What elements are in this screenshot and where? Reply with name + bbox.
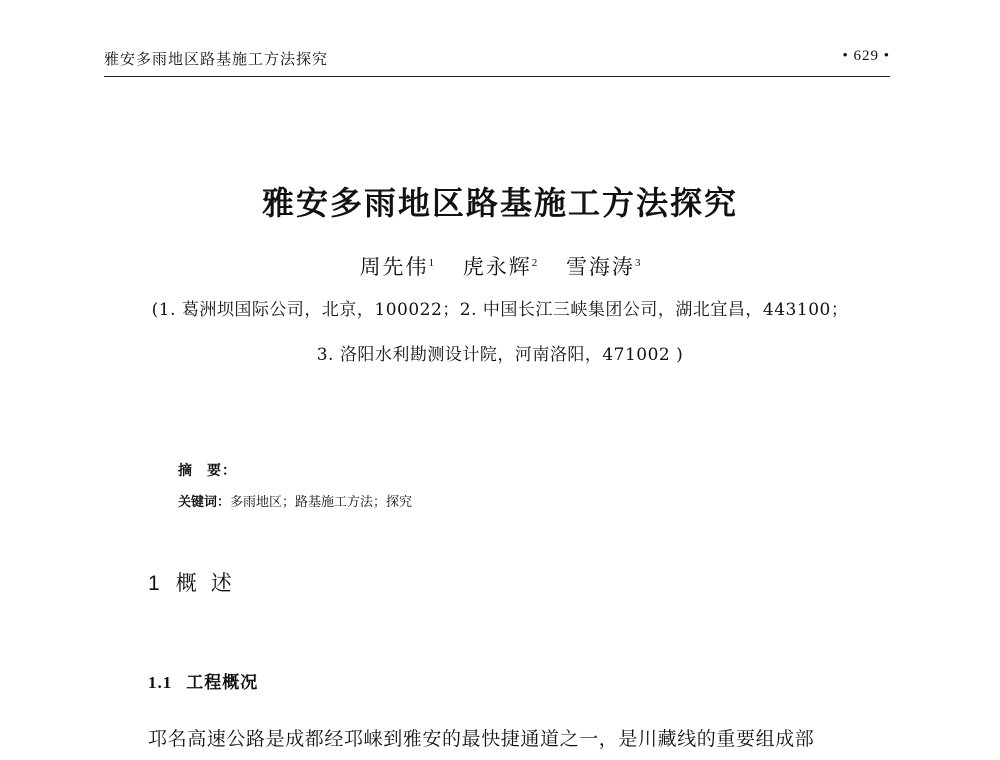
author-affiliation-mark: 1: [428, 257, 435, 269]
page-number: • 629 •: [842, 48, 890, 64]
section-title-part2: 述: [210, 571, 234, 595]
author-list: [0, 251, 1000, 281]
keywords-label: 关键词：: [178, 495, 231, 510]
section-heading-1: [148, 567, 234, 597]
section-title-part1: 概: [175, 571, 199, 595]
author-name: 虎永辉: [462, 255, 532, 279]
abstract-label-part2: 要：: [207, 463, 237, 479]
author-name: 雪海涛: [565, 255, 635, 279]
affiliation-line-1: (1. 葛洲坝国际公司，北京，100022；2. 中国长江三峡集团公司，湖北宜昌，443100；: [151, 300, 849, 320]
author-affiliation-mark: 2: [531, 257, 538, 269]
subsection-title: 工程概况: [186, 673, 259, 693]
subsection-number: 1.1: [148, 673, 173, 692]
subsection-heading-1-1: [148, 668, 258, 693]
running-title: 雅安多雨地区路基施工方法探究: [104, 50, 329, 68]
running-header: [104, 40, 890, 77]
abstract-label: [178, 463, 237, 479]
body-paragraph-line: 邛名高速公路是成都经邛崃到雅安的最快捷通道之一，是川藏线的重要组成部: [148, 728, 815, 750]
abstract: [178, 460, 237, 480]
paper-title: 雅安多雨地区路基施工方法探究: [261, 184, 738, 222]
author-affiliation-mark: 3: [634, 257, 641, 269]
keywords: [178, 491, 412, 510]
author-1: [360, 251, 435, 281]
author-3: [566, 251, 641, 281]
author-name: 周先伟: [359, 255, 429, 279]
affiliation-line-2: 3. 洛阳水利勘测设计院，河南洛阳，471002 ): [316, 345, 684, 365]
abstract-label-part1: 摘: [178, 463, 193, 479]
author-2: [463, 251, 538, 281]
keywords-text: 多雨地区；路基施工方法；探究: [230, 495, 413, 510]
section-number: 1: [148, 572, 162, 595]
